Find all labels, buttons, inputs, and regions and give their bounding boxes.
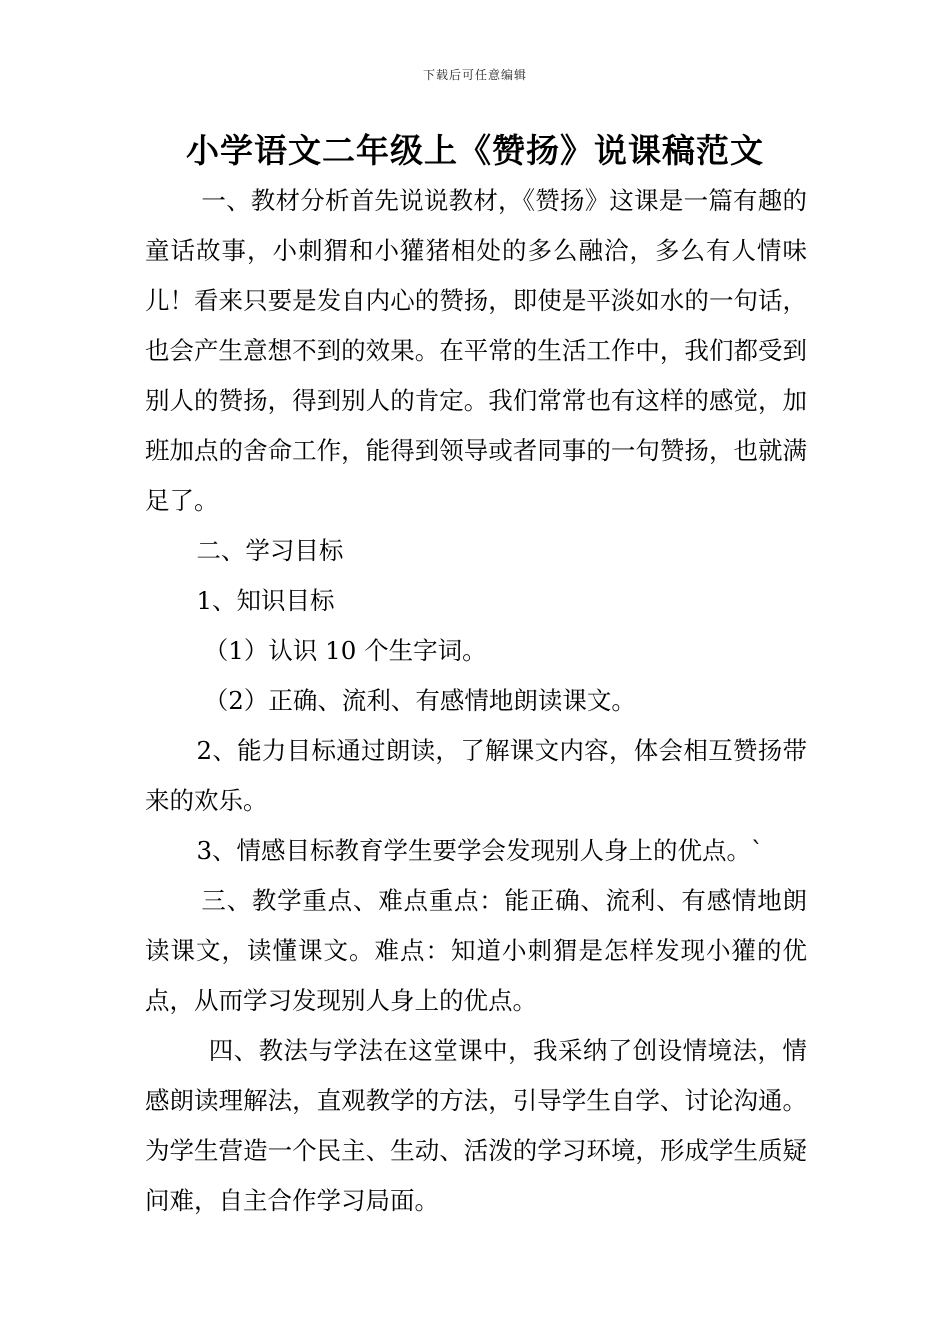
paragraph-key-points: 三、教学重点、难点重点：能正确、流利、有感情地朗读课文，读懂课文。难点：知道小刺猬是怎样发现小獾的优点，从而学习发现别人身上的优点。 <box>145 886 807 1015</box>
header-note: 下载后可任意编辑 <box>422 68 527 82</box>
heading-knowledge-goal: 1、知识目标 <box>196 586 335 615</box>
document-body <box>145 176 807 1226</box>
paragraph-emotion-goal: 3、情感目标教育学生要学会发现别人身上的优点。` <box>196 836 764 865</box>
list-item-goal-2: （2）正确、流利、有感情地朗读课文。 <box>203 686 636 715</box>
paragraph-material-analysis: 一、教材分析首先说说教材，《赞扬》这课是一篇有趣的童话故事，小刺猬和小獾猪相处的多么融洽，多么有人情味儿！看来只要是发自内心的赞扬，即使是平淡如水的一句话，也会产生意想不到的效果。在平常的生活工作中，我们都受到别人的赞扬，得到别人的肯定。我们常常也有这样的感觉，加班加点的舍命工作，能得到领导或者同事的一句赞扬，也就满足了。 <box>145 186 807 515</box>
document-title: 小学语文二年级上《赞扬》说课稿范文 <box>186 131 764 170</box>
paragraph-ability-goal: 2、能力目标通过朗读，了解课文内容，体会相互赞扬带来的欢乐。 <box>145 736 807 815</box>
heading-learning-goals: 二、学习目标 <box>196 536 344 565</box>
list-item-goal-1: （1）认识 10 个生字词。 <box>203 636 487 665</box>
paragraph-methods: 四、教法与学法在这堂课中，我采纳了创设情境法，情感朗读理解法，直观教学的方法，引导学生自学、讨论沟通。为学生营造一个民主、生动、活泼的学习环境，形成学生质疑问难，自主合作学习局面。 <box>145 1036 807 1215</box>
